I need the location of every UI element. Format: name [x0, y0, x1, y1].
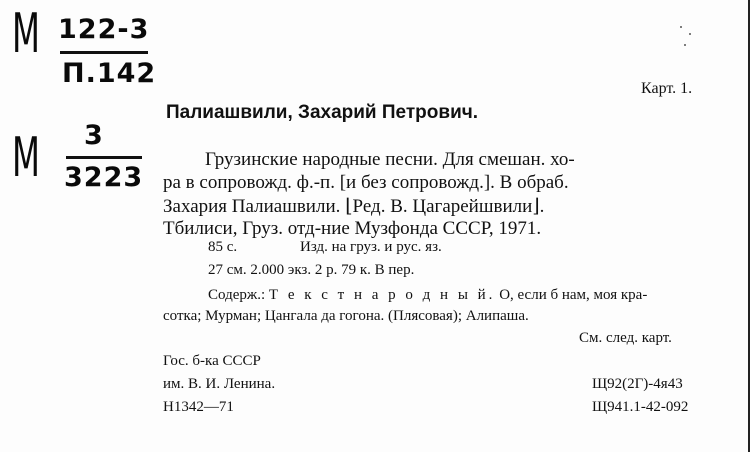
description-line-4: Тбилиси, Груз. отд-ние Музфонда СССР, 1971.	[163, 218, 542, 239]
speck	[680, 26, 682, 28]
classification-code-1: Щ92(2Г)-4я43	[592, 376, 683, 392]
contents-line-1-rest: О, если б нам, моя кра-	[499, 287, 648, 303]
handwritten-mark-2: M	[12, 126, 41, 189]
description-line-1: Грузинские народные песни. Для смешан. хо-	[205, 149, 575, 170]
contents-label: Содерж.:	[208, 287, 266, 303]
speck	[689, 33, 691, 35]
handwritten-shelf-2-bottom: 3223	[64, 162, 144, 193]
handwritten-shelf-1-rule	[60, 51, 148, 54]
library-line-2: им. В. И. Ленина.	[163, 376, 276, 392]
see-next-card: См. след. карт.	[579, 330, 672, 346]
speck	[684, 44, 686, 46]
language-note: Изд. на груз. и рус. яз.	[300, 239, 442, 255]
library-line-3: Н1342—71	[163, 399, 234, 415]
contents-spaced-title: Т е к с т н а р о д н ы й.	[268, 287, 496, 303]
library-line-1: Гос. б-ка СССР	[163, 353, 261, 369]
contents-line-1	[208, 287, 647, 304]
format-price: 27 см. 2.000 экз. 2 р. 79 к. В пер.	[208, 262, 415, 278]
handwritten-shelf-2-rule	[66, 156, 142, 159]
description-line-3: Захария Палиашвили. ⌊Ред. В. Цагарейшвили⌋.	[163, 196, 545, 217]
pages: 85 с.	[208, 239, 238, 255]
author-heading: Палиашвили, Захарий Петрович.	[166, 102, 479, 123]
contents-line-2: сотка; Мурман; Цангала да гогона. (Плясовая); Алипаша.	[163, 308, 529, 324]
description-line-2: ра в сопровожд. ф.-п. [и без сопровожд.]. В обраб.	[163, 172, 569, 193]
handwritten-shelf-1-bottom: П.142	[62, 58, 157, 89]
handwritten-shelf-1-top: 122-3	[58, 14, 150, 45]
handwritten-shelf-2-top: 3	[84, 120, 104, 151]
classification-code-2: Щ941.1-42-092	[592, 399, 689, 415]
handwritten-mark-1: M	[12, 2, 41, 65]
card-number: Карт. 1.	[641, 80, 693, 97]
